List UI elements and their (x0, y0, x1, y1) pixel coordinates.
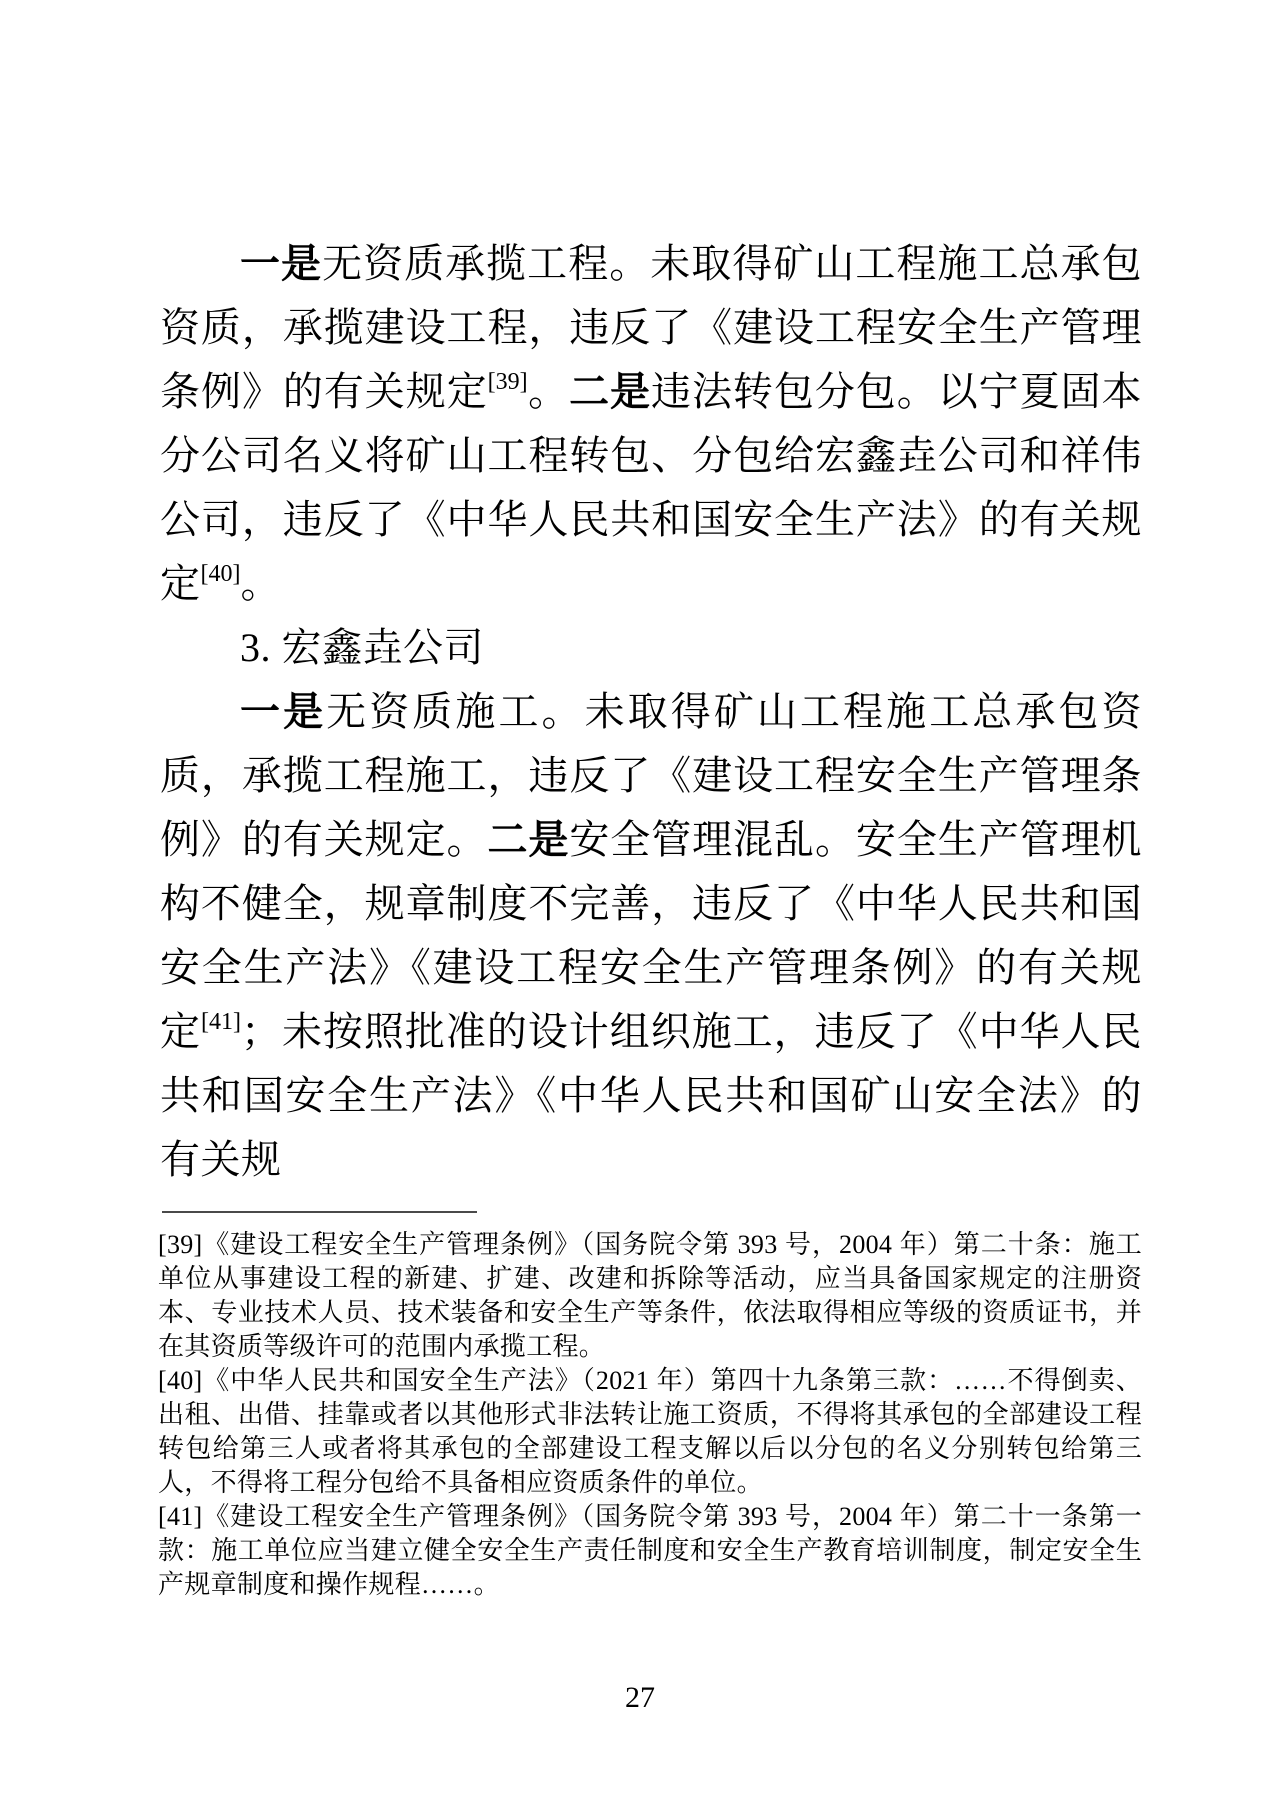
page-number: 27 (625, 1681, 655, 1714)
footnote-separator (162, 1211, 477, 1213)
footnote-text: [39]《建设工程安全生产管理条例》（国务院令第 393 号，2004 年）第二十条：施工单位从事建设工程的新建、扩建、改建和拆除等活动，应当具备国家规定的注册资本、专业技术人员、技术装备和安全生产等条件，依法取得相应等级的资质证书，并在其资质等级许可的范围内承揽工程。 (158, 1230, 1142, 1361)
footnote-text: [40]《中华人民共和国安全生产法》（2021 年）第四十九条第三款：……不得倒卖、出租、出借、挂靠或者以其他形式非法转让施工资质，不得将其承包的全部建设工程转包给第三人或者将其承包的全部建设工程支解以后以分包的名义分别转包给第三人，不得将工程分包给不具备相应资质条件的单位。 (158, 1366, 1142, 1497)
bold-phrase: 一是 (240, 242, 323, 286)
paragraph-1 (160, 232, 1142, 616)
body-run: 安全管理混乱。安全生产管理机构不健全，规章制度不完善，违反了《中华人民共和国安全生产法》《建设工程安全生产管理条例》的有关规定 (160, 817, 1143, 1054)
footnote-ref-39: [39] (487, 369, 528, 395)
footnote-41 (158, 1500, 1142, 1602)
footnote-text: [41]《建设工程安全生产管理条例》（国务院令第 393 号，2004 年）第二十一条第一款：施工单位应当建立健全安全生产责任制度和安全生产教育培训制度，制定安全生产规章制度和操作规程……。 (158, 1502, 1142, 1599)
footnote-39 (158, 1228, 1142, 1364)
body-run: 。 (240, 561, 281, 606)
heading-text: 3. 宏鑫垚公司 (240, 625, 484, 670)
footnotes-section (158, 1228, 1142, 1602)
bold-phrase: 二是 (487, 818, 570, 862)
footnote-ref-41: [41] (200, 1009, 241, 1035)
body-run: 无资质承揽工程。未取得矿山工程施工总承包资质，承揽建设工程，违反了《建设工程安全生产管理条例》的有关规定 (160, 241, 1143, 414)
body-run: ；未按照批准的设计组织施工，违反了《中华人民共和国安全生产法》《中华人民共和国矿山安全法》的有关规 (160, 1009, 1143, 1182)
paragraph-2 (160, 680, 1142, 1192)
body-run: 。 (527, 369, 570, 414)
bold-phrase: 一是 (240, 690, 327, 734)
main-text (160, 232, 1142, 1192)
body-run: 无资质施工。未取得矿山工程施工总承包资质，承揽工程施工，违反了《建设工程安全生产管理条例》的有关规定。 (160, 689, 1143, 862)
bold-phrase: 二是 (569, 370, 651, 414)
body-run: 违法转包分包。以宁夏固本分公司名义将矿山工程转包、分包给宏鑫垚公司和祥伟公司，违反了《中华人民共和国安全生产法》的有关规定 (160, 369, 1143, 606)
section-heading (160, 616, 1142, 680)
footnote-ref-40: [40] (200, 561, 241, 587)
footnote-40 (158, 1364, 1142, 1500)
